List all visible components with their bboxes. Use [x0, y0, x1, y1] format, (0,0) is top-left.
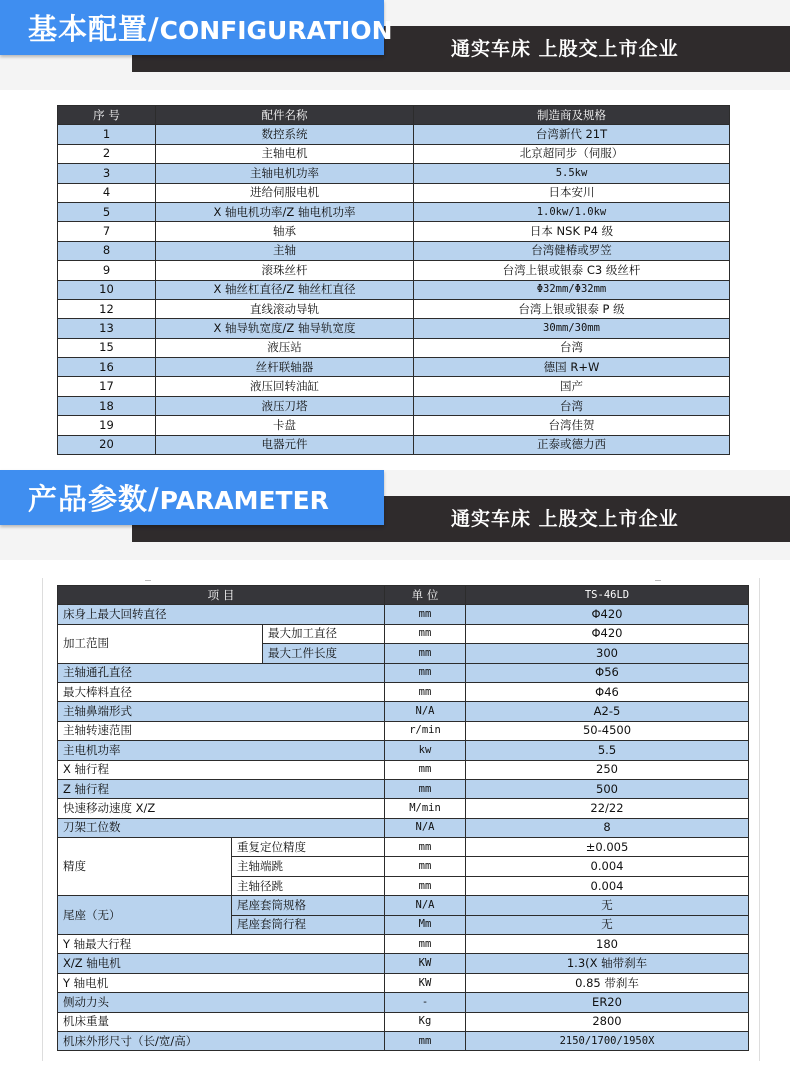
- section-title-en: PARAMETER: [159, 486, 329, 515]
- param-value: 22/22: [466, 799, 749, 818]
- param-unit: Mm: [385, 915, 466, 934]
- param-unit: r/min: [385, 721, 466, 740]
- param-value: 250: [466, 760, 749, 779]
- table-row: [58, 241, 730, 260]
- table-cell: 电器元件: [156, 435, 414, 454]
- table-cell: 进给伺服电机: [156, 183, 414, 202]
- table-cell: 台湾: [414, 338, 730, 357]
- table-cell: 数控系统: [156, 125, 414, 144]
- frame-tick: [145, 580, 151, 581]
- table-cell: 台湾上银或银泰 C3 级丝杆: [414, 261, 730, 280]
- param-subname: 尾座套筒规格: [232, 896, 385, 915]
- table-cell: X 轴丝杠直径/Z 轴丝杠直径: [156, 280, 414, 299]
- table-cell: 18: [58, 396, 156, 415]
- param-unit: mm: [385, 624, 466, 643]
- table-cell: 丝杆联轴器: [156, 358, 414, 377]
- table-cell: 液压刀塔: [156, 396, 414, 415]
- param-subname: 主轴端跳: [232, 857, 385, 876]
- param-value: 0.85 带刹车: [466, 973, 749, 992]
- header-cell: 单 位: [385, 586, 466, 605]
- table-cell: 7: [58, 222, 156, 241]
- param-name: 最大棒料直径: [58, 682, 385, 701]
- param-name: 快速移动速度 X/Z: [58, 799, 385, 818]
- table-header-row: [58, 586, 749, 605]
- param-unit: -: [385, 993, 466, 1012]
- table-cell: 8: [58, 241, 156, 260]
- table-row: [58, 435, 730, 454]
- table-row: [58, 663, 749, 682]
- param-value: 无: [466, 896, 749, 915]
- param-name: X/Z 轴电机: [58, 954, 385, 973]
- header-cell: TS-46LD: [466, 586, 749, 605]
- param-value: A2-5: [466, 702, 749, 721]
- table-cell: 台湾: [414, 396, 730, 415]
- table-row: [58, 125, 730, 144]
- table-cell: 10: [58, 280, 156, 299]
- param-value: 0.004: [466, 857, 749, 876]
- param-subname: 重复定位精度: [232, 838, 385, 857]
- table-row: [58, 935, 749, 954]
- table-cell: 直线滚动导轨: [156, 299, 414, 318]
- table-row: [58, 377, 730, 396]
- section-title-cn: 产品参数/: [28, 482, 160, 516]
- configuration-banner: [0, 0, 790, 90]
- table-cell: 德国 R+W: [414, 358, 730, 377]
- table-cell: 5: [58, 202, 156, 221]
- table-cell: 主轴电机: [156, 144, 414, 163]
- table-cell: X 轴电机功率/Z 轴电机功率: [156, 202, 414, 221]
- table-row: [58, 954, 749, 973]
- header-cell: 项 目: [58, 586, 385, 605]
- param-unit: mm: [385, 760, 466, 779]
- table-cell: 17: [58, 377, 156, 396]
- table-cell: 20: [58, 435, 156, 454]
- param-name: Y 轴电机: [58, 973, 385, 992]
- table-row: [58, 896, 749, 915]
- table-row: [58, 202, 730, 221]
- header-cell: 配件名称: [156, 106, 414, 125]
- table-cell: 液压回转油缸: [156, 377, 414, 396]
- param-unit: N/A: [385, 896, 466, 915]
- param-name: X 轴行程: [58, 760, 385, 779]
- param-subname: 最大加工直径: [263, 624, 385, 643]
- param-unit: N/A: [385, 818, 466, 837]
- table-cell: 台湾佳贺: [414, 416, 730, 435]
- table-cell: 16: [58, 358, 156, 377]
- table-cell: 日本 NSK P4 级: [414, 222, 730, 241]
- param-name: 床身上最大回转直径: [58, 605, 385, 624]
- table-cell: 12: [58, 299, 156, 318]
- param-value: 无: [466, 915, 749, 934]
- table-cell: 1: [58, 125, 156, 144]
- param-unit: mm: [385, 779, 466, 798]
- param-unit: mm: [385, 935, 466, 954]
- table-row: [58, 973, 749, 992]
- table-row: [58, 605, 749, 624]
- table-cell: 北京超同步（伺服）: [414, 144, 730, 163]
- table-row: [58, 993, 749, 1012]
- param-subname: 最大工件长度: [263, 644, 385, 663]
- banner-slogan: 通实车床 上股交上市企业: [451, 38, 679, 60]
- param-unit: mm: [385, 1031, 466, 1050]
- table-row: [58, 299, 730, 318]
- param-unit: mm: [385, 838, 466, 857]
- param-value: 2800: [466, 1012, 749, 1031]
- param-unit: mm: [385, 876, 466, 895]
- section-title: [28, 479, 329, 519]
- param-value: ±0.005: [466, 838, 749, 857]
- param-unit: mm: [385, 663, 466, 682]
- table-cell: 台湾健椿或罗笠: [414, 241, 730, 260]
- table-row: [58, 183, 730, 202]
- table-cell: 30mm/30mm: [414, 319, 730, 338]
- table-row: [58, 1031, 749, 1050]
- param-unit: mm: [385, 857, 466, 876]
- table-cell: 15: [58, 338, 156, 357]
- table-row: [58, 682, 749, 701]
- param-unit: KW: [385, 954, 466, 973]
- param-unit: Kg: [385, 1012, 466, 1031]
- table-row: [58, 416, 730, 435]
- table-row: [58, 624, 749, 643]
- table-row: [58, 779, 749, 798]
- parameter-banner: [0, 470, 790, 560]
- table-cell: 正泰或德力西: [414, 435, 730, 454]
- table-row: [58, 721, 749, 740]
- param-subname: 尾座套筒行程: [232, 915, 385, 934]
- param-name: 主轴转速范围: [58, 721, 385, 740]
- table-cell: 台湾新代 21T: [414, 125, 730, 144]
- param-name: 刀架工位数: [58, 818, 385, 837]
- param-value: 300: [466, 644, 749, 663]
- table-cell: 4: [58, 183, 156, 202]
- param-unit: mm: [385, 644, 466, 663]
- param-value: Φ46: [466, 682, 749, 701]
- table-cell: X 轴导轨宽度/Z 轴导轨宽度: [156, 319, 414, 338]
- table-row: [58, 338, 730, 357]
- param-name: 主电机功率: [58, 741, 385, 760]
- param-group: 加工范围: [58, 624, 263, 663]
- table-cell: 9: [58, 261, 156, 280]
- param-unit: N/A: [385, 702, 466, 721]
- param-name: 主轴鼻端形式: [58, 702, 385, 721]
- banner-slogan: 通实车床 上股交上市企业: [451, 508, 679, 530]
- frame-tick: [655, 580, 661, 581]
- table-cell: Φ32mm/Φ32mm: [414, 280, 730, 299]
- table-row: [58, 164, 730, 183]
- table-row: [58, 702, 749, 721]
- table-row: [58, 818, 749, 837]
- table-cell: 5.5kw: [414, 164, 730, 183]
- table-row: [58, 799, 749, 818]
- table-row: [58, 760, 749, 779]
- table-row: [58, 280, 730, 299]
- param-value: Φ420: [466, 605, 749, 624]
- param-group: 精度: [58, 838, 232, 896]
- param-subname: 主轴径跳: [232, 876, 385, 895]
- table-cell: 3: [58, 164, 156, 183]
- table-row: [58, 1012, 749, 1031]
- table-row: [58, 396, 730, 415]
- param-name: Y 轴最大行程: [58, 935, 385, 954]
- table-cell: 轴承: [156, 222, 414, 241]
- param-group: 尾座（无）: [58, 896, 232, 935]
- param-unit: mm: [385, 682, 466, 701]
- table-cell: 液压站: [156, 338, 414, 357]
- table-cell: 2: [58, 144, 156, 163]
- table-row: [58, 319, 730, 338]
- table-cell: 滚珠丝杆: [156, 261, 414, 280]
- table-cell: 日本安川: [414, 183, 730, 202]
- param-value: 500: [466, 779, 749, 798]
- param-name: 主轴通孔直径: [58, 663, 385, 682]
- param-value: 0.004: [466, 876, 749, 895]
- header-cell: 制造商及规格: [414, 106, 730, 125]
- table-row: [58, 261, 730, 280]
- table-row: [58, 838, 749, 857]
- table-cell: 1.0kw/1.0kw: [414, 202, 730, 221]
- section-title-cn: 基本配置/: [28, 12, 160, 46]
- param-value: 8: [466, 818, 749, 837]
- table-row: [58, 358, 730, 377]
- param-unit: kw: [385, 741, 466, 760]
- configuration-table: [57, 105, 730, 455]
- table-cell: 19: [58, 416, 156, 435]
- table-cell: 13: [58, 319, 156, 338]
- table-row: [58, 741, 749, 760]
- param-value: 5.5: [466, 741, 749, 760]
- param-unit: KW: [385, 973, 466, 992]
- table-cell: 卡盘: [156, 416, 414, 435]
- table-cell: 主轴电机功率: [156, 164, 414, 183]
- parameter-table: [57, 585, 749, 1051]
- table-row: [58, 144, 730, 163]
- param-value: 1.3(X 轴带刹车: [466, 954, 749, 973]
- table-header-row: [58, 106, 730, 125]
- param-unit: M/min: [385, 799, 466, 818]
- param-value: 2150/1700/1950X: [466, 1031, 749, 1050]
- table-row: [58, 222, 730, 241]
- table-cell: 国产: [414, 377, 730, 396]
- header-cell: 序 号: [58, 106, 156, 125]
- section-title: [28, 9, 393, 49]
- table-cell: 主轴: [156, 241, 414, 260]
- param-name: 机床重量: [58, 1012, 385, 1031]
- param-value: 50-4500: [466, 721, 749, 740]
- param-unit: mm: [385, 605, 466, 624]
- param-name: 机床外形尺寸（长/宽/高）: [58, 1031, 385, 1050]
- param-value: Φ56: [466, 663, 749, 682]
- section-title-en: CONFIGURATION: [159, 16, 393, 45]
- param-name: 侧动力头: [58, 993, 385, 1012]
- param-value: Φ420: [466, 624, 749, 643]
- table-cell: 台湾上银或银泰 P 级: [414, 299, 730, 318]
- param-value: 180: [466, 935, 749, 954]
- param-name: Z 轴行程: [58, 779, 385, 798]
- param-value: ER20: [466, 993, 749, 1012]
